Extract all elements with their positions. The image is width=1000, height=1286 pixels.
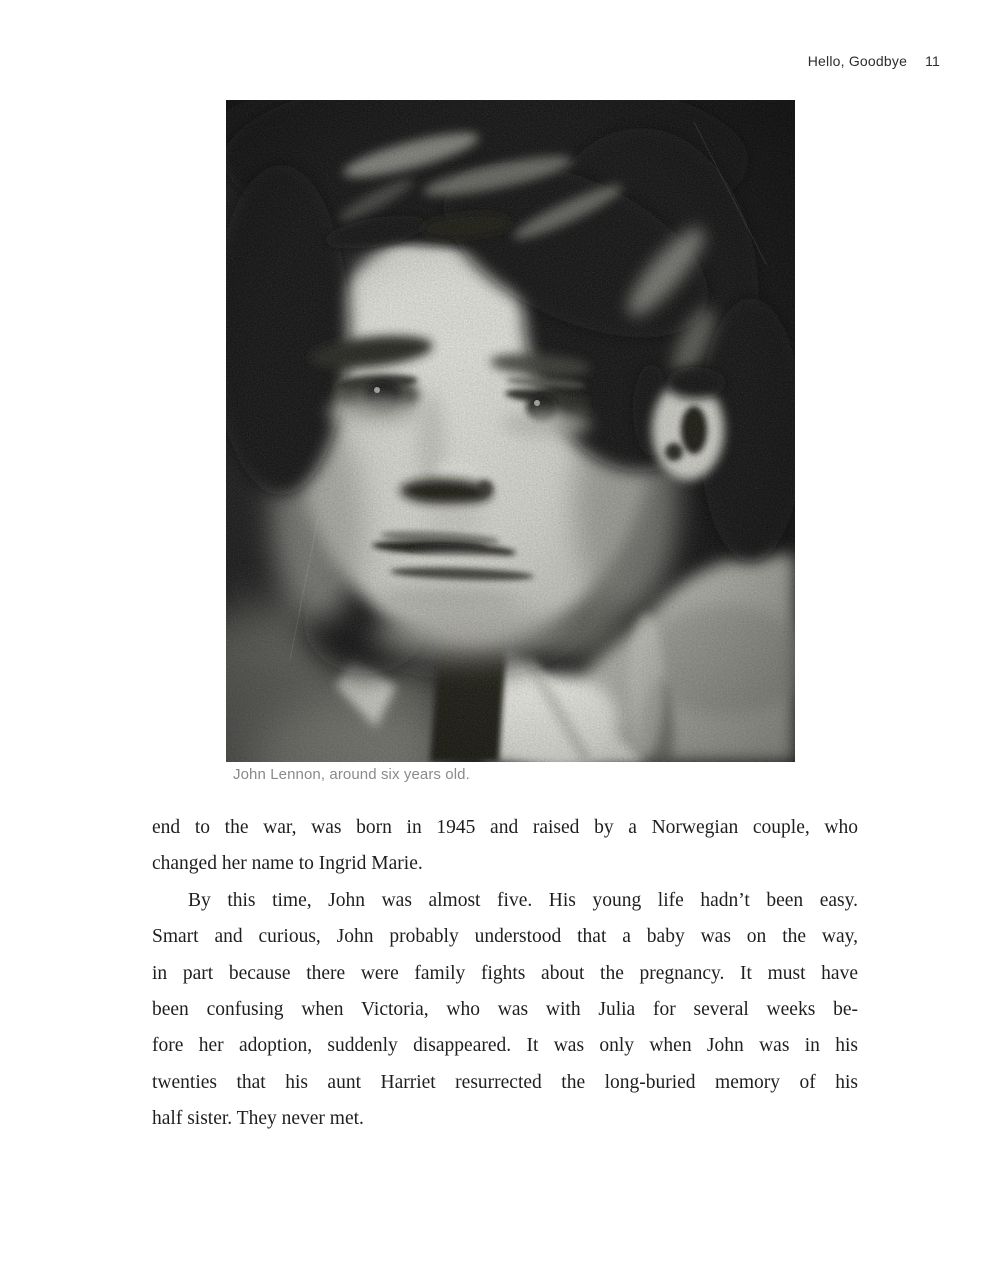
body-line-5: in part because there were family fights about the pregnancy. It must have	[152, 962, 858, 984]
body-line-4: Smart and curious, John probably understood that a baby was on the way,	[152, 926, 858, 948]
body-line-6: been confusing when Victoria, who was with Julia for several weeks be-	[152, 998, 858, 1020]
body-text	[152, 810, 858, 1138]
body-line-1: end to the war, was born in 1945 and raised by a Norwegian couple, who	[152, 817, 858, 838]
running-header	[808, 53, 940, 69]
portrait-photo-svg	[226, 100, 795, 762]
body-line-8: twenties that his aunt Harriet resurrected the long-buried memory of his	[152, 1071, 858, 1093]
photo-figure	[226, 100, 795, 762]
body-line-3: By this time, John was almost five. His young life hadn’t been easy.	[188, 889, 858, 911]
page-number: 11	[925, 53, 940, 69]
john-lennon-photo	[226, 100, 795, 762]
chapter-title: Hello, Goodbye	[807, 53, 908, 69]
body-line-2: changed her name to Ingrid Marie.	[152, 853, 423, 875]
body-line-7: fore her adoption, suddenly disappeared. It was only when John was in his	[152, 1035, 858, 1057]
photo-caption: John Lennon, around six years old.	[233, 766, 470, 783]
body-line-9: half sister. They never met.	[152, 1108, 364, 1130]
film-grain	[226, 100, 795, 762]
